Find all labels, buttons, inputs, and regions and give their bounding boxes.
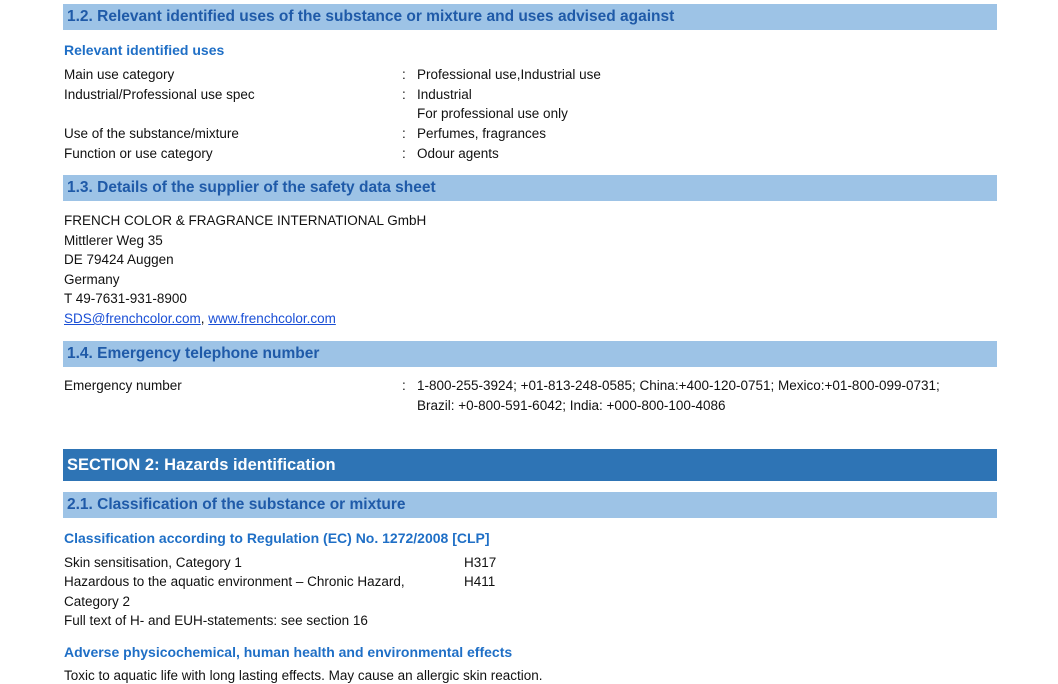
supplier-country: Germany [64, 272, 120, 287]
main-use-category-value: Professional use,Industrial use [417, 67, 601, 82]
use-of-substance-value: Perfumes, fragrances [417, 126, 547, 141]
colon: : [402, 378, 406, 393]
function-category-value: Odour agents [417, 146, 499, 161]
adverse-effects-subheading: Adverse physicochemical, human health and environmental effects [64, 644, 513, 660]
adverse-effects-text: Toxic to aquatic life with long lasting effects. May cause an allergic skin reaction. [64, 668, 543, 683]
classification-aquatic-chronic: Hazardous to the aquatic environment – Chronic Hazard, [64, 574, 405, 589]
link-separator: , [200, 311, 205, 326]
colon: : [402, 87, 406, 102]
industrial-use-spec-label: Industrial/Professional use spec [64, 87, 255, 102]
emergency-number-line-1: 1-800-255-3924; +01-813-248-0585; China:+400-120-0751; Mexico:+01-800-099-0731; [417, 378, 940, 393]
function-category-label: Function or use category [64, 146, 213, 161]
classification-aquatic-category: Category 2 [64, 594, 131, 609]
colon: : [402, 146, 406, 161]
emergency-number-line-2: Brazil: +0-800-591-6042; India: +000-800-100-4086 [417, 398, 726, 413]
section-1-3-header: 1.3. Details of the supplier of the safety data sheet [63, 175, 997, 201]
supplier-name: FRENCH COLOR & FRAGRANCE INTERNATIONAL GmbH [64, 213, 427, 228]
hazard-code-h411: H411 [464, 574, 496, 589]
supplier-street: Mittlerer Weg 35 [64, 233, 163, 248]
classification-skin-sensitisation: Skin sensitisation, Category 1 [64, 555, 242, 570]
emergency-number-label: Emergency number [64, 378, 182, 393]
website-link[interactable]: www.frenchcolor.com [208, 311, 336, 326]
clp-classification-subheading: Classification according to Regulation (EC) No. 1272/2008 [CLP] [64, 530, 490, 546]
relevant-uses-subheading: Relevant identified uses [64, 42, 225, 58]
section-2-header: SECTION 2: Hazards identification [63, 449, 997, 481]
supplier-phone: T 49-7631-931-8900 [64, 291, 187, 306]
colon: : [402, 67, 406, 82]
full-text-note: Full text of H- and EUH-statements: see section 16 [64, 613, 368, 628]
email-link[interactable]: SDS@frenchcolor.com [64, 311, 201, 326]
colon: : [402, 126, 406, 141]
industrial-use-spec-value-2: For professional use only [417, 106, 568, 121]
section-1-2-header: 1.2. Relevant identified uses of the substance or mixture and uses advised against [63, 4, 997, 30]
main-use-category-label: Main use category [64, 67, 175, 82]
use-of-substance-label: Use of the substance/mixture [64, 126, 239, 141]
supplier-contact-links [64, 311, 336, 327]
hazard-code-h317: H317 [464, 555, 497, 570]
industrial-use-spec-value: Industrial [417, 87, 472, 102]
section-2-1-header: 2.1. Classification of the substance or mixture [63, 492, 997, 518]
section-1-4-header: 1.4. Emergency telephone number [63, 341, 997, 367]
supplier-city: DE 79424 Auggen [64, 252, 174, 267]
